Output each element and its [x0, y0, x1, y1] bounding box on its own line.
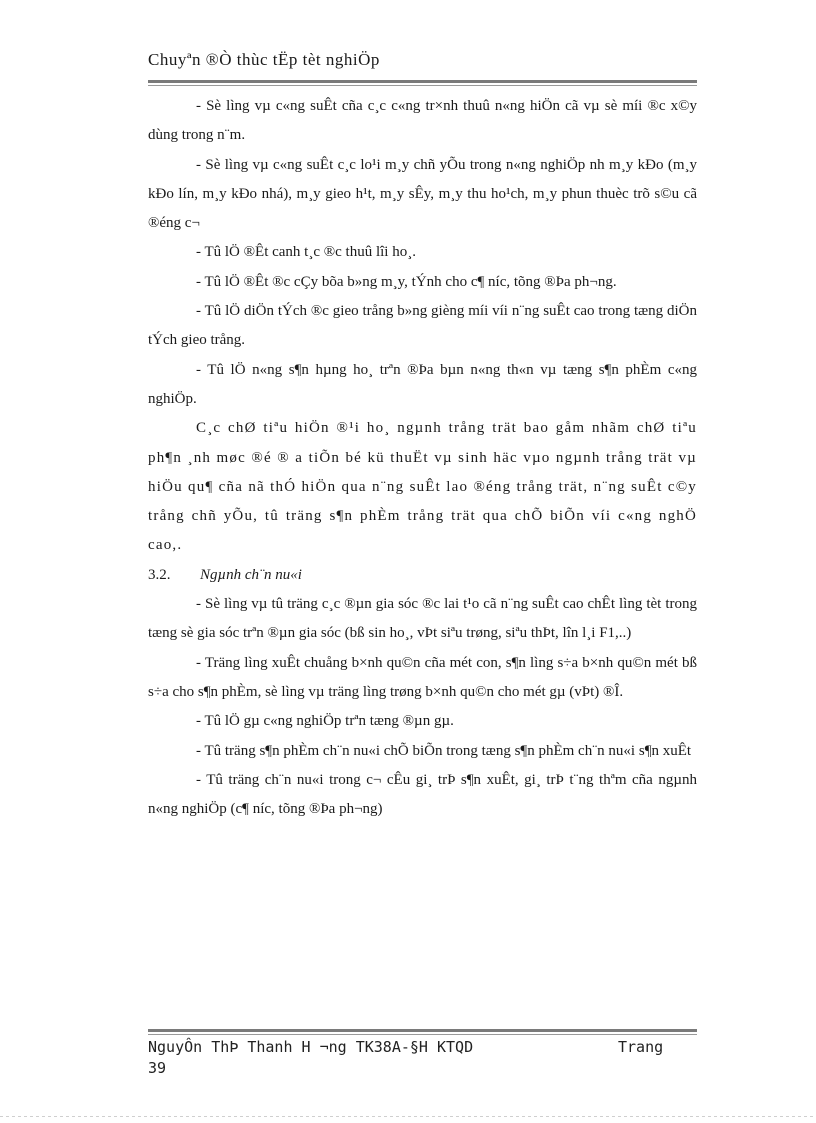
footer-author: NguyÔn ThÞ Thanh H ¬ng TK38A-§H KTQD	[148, 1038, 474, 1056]
paragraph: - Tû träng ch¨n nu«i trong c¬ cÊu gi¸ trÞ s¶n xuÊt, gi¸ trÞ t¨ng thªm cña ngµnh n«ng nghiÖp (c¶ níc, tõng ®Þa ph¬ng)	[148, 771, 697, 818]
paragraph: C¸c chØ tiªu hiÖn ®¹i ho¸ ngµnh trång trät bao gåm nhãm chØ tiªu ph¶n ¸nh møc ®é ® a tiÕn bé kü thuËt vµ sinh häc vµo ngµnh trång trät vµ hiÖu qu¶ cña nã thÓ hiÖn qua n¨ng suÊt lao ®éng trång trät, n¨ng suÊt c©y trång chñ yÕu, tû träng s¶n phÈm trång trät qua chÕ biÕn víi c«ng nghÖ cao,.	[148, 420, 697, 554]
footer-rule	[148, 1029, 697, 1035]
footer-page-label: Trang	[618, 1038, 664, 1056]
page-bottom-edge	[0, 1116, 816, 1117]
footer-page-number: 39	[148, 1059, 167, 1077]
paragraph: - Sè lìng vµ tû träng c¸c ®µn gia sóc ®c lai t¹o cã n¨ng suÊt cao chÊt lìng tèt trong tæng sè gia sóc trªn ®µn gia sóc (bß sin ho¸, vÞt siªu trøng, siªu thÞt, lîn l¸i F1,..)	[148, 596, 697, 642]
paragraph: - Tû lÖ ®Êt canh t¸c ®c thuû lîi ho¸.	[196, 244, 416, 261]
section-heading	[148, 561, 697, 590]
paragraph: - Tû träng s¶n phÈm ch¨n nu«i chÕ biÕn trong tæng s¶n phÈm ch¨n nu«i s¶n xuÊt	[196, 742, 692, 759]
page-footer	[148, 1037, 697, 1079]
section-title: Ngµnh ch¨n nu«i	[200, 566, 302, 583]
header-rule	[148, 80, 697, 86]
paragraph: - Sè lìng vµ c«ng suÊt c¸c lo¹i m¸y chñ yÕu trong n«ng nghiÖp nh m¸y kÐo (m¸y kÐo lín, m¸y kÐo nhá), m¸y gieo h¹t, m¸y sÊy, m¸y thu ho¹ch, m¸y phun thuèc trõ s©u cã ®éng c¬	[148, 156, 697, 232]
section-number: 3.2.	[148, 566, 171, 583]
paragraph: - Tû lÖ gµ c«ng nghiÖp trªn tæng ®µn gµ.	[196, 713, 454, 730]
document-body	[148, 92, 697, 824]
paragraph: - Tû lÖ diÖn tÝch ®c gieo trång b»ng gièng míi víi n¨ng suÊt cao trong tæng diÖn tÝch gieo trång.	[148, 303, 697, 349]
paragraph: - Tû lÖ ®Êt ®c cÇy bõa b»ng m¸y, tÝnh cho c¶ níc, tõng ®Þa ph¬ng.	[196, 273, 617, 290]
paragraph: - Träng lìng xuÊt chuång b×nh qu©n cña mét con, s¶n lìng s÷a b×nh qu©n mét bß s÷a cho s¶n phÈm, sè lìng vµ träng lìng trøng b×nh qu©n cho mét gµ (vÞt) ®Î.	[148, 654, 697, 700]
page-header-title: Chuyªn ®Ò thùc tËp tèt nghiÖp	[148, 50, 380, 69]
paragraph: - Tû lÖ n«ng s¶n hµng ho¸ trªn ®Þa bµn n«ng th«n vµ tæng s¶n phÈm c«ng nghiÖp.	[148, 361, 697, 407]
paragraph: - Sè lìng vµ c«ng suÊt cña c¸c c«ng tr×nh thuû n«ng hiÖn cã vµ sè míi ®c x©y dùng trong n¨m.	[148, 98, 697, 144]
